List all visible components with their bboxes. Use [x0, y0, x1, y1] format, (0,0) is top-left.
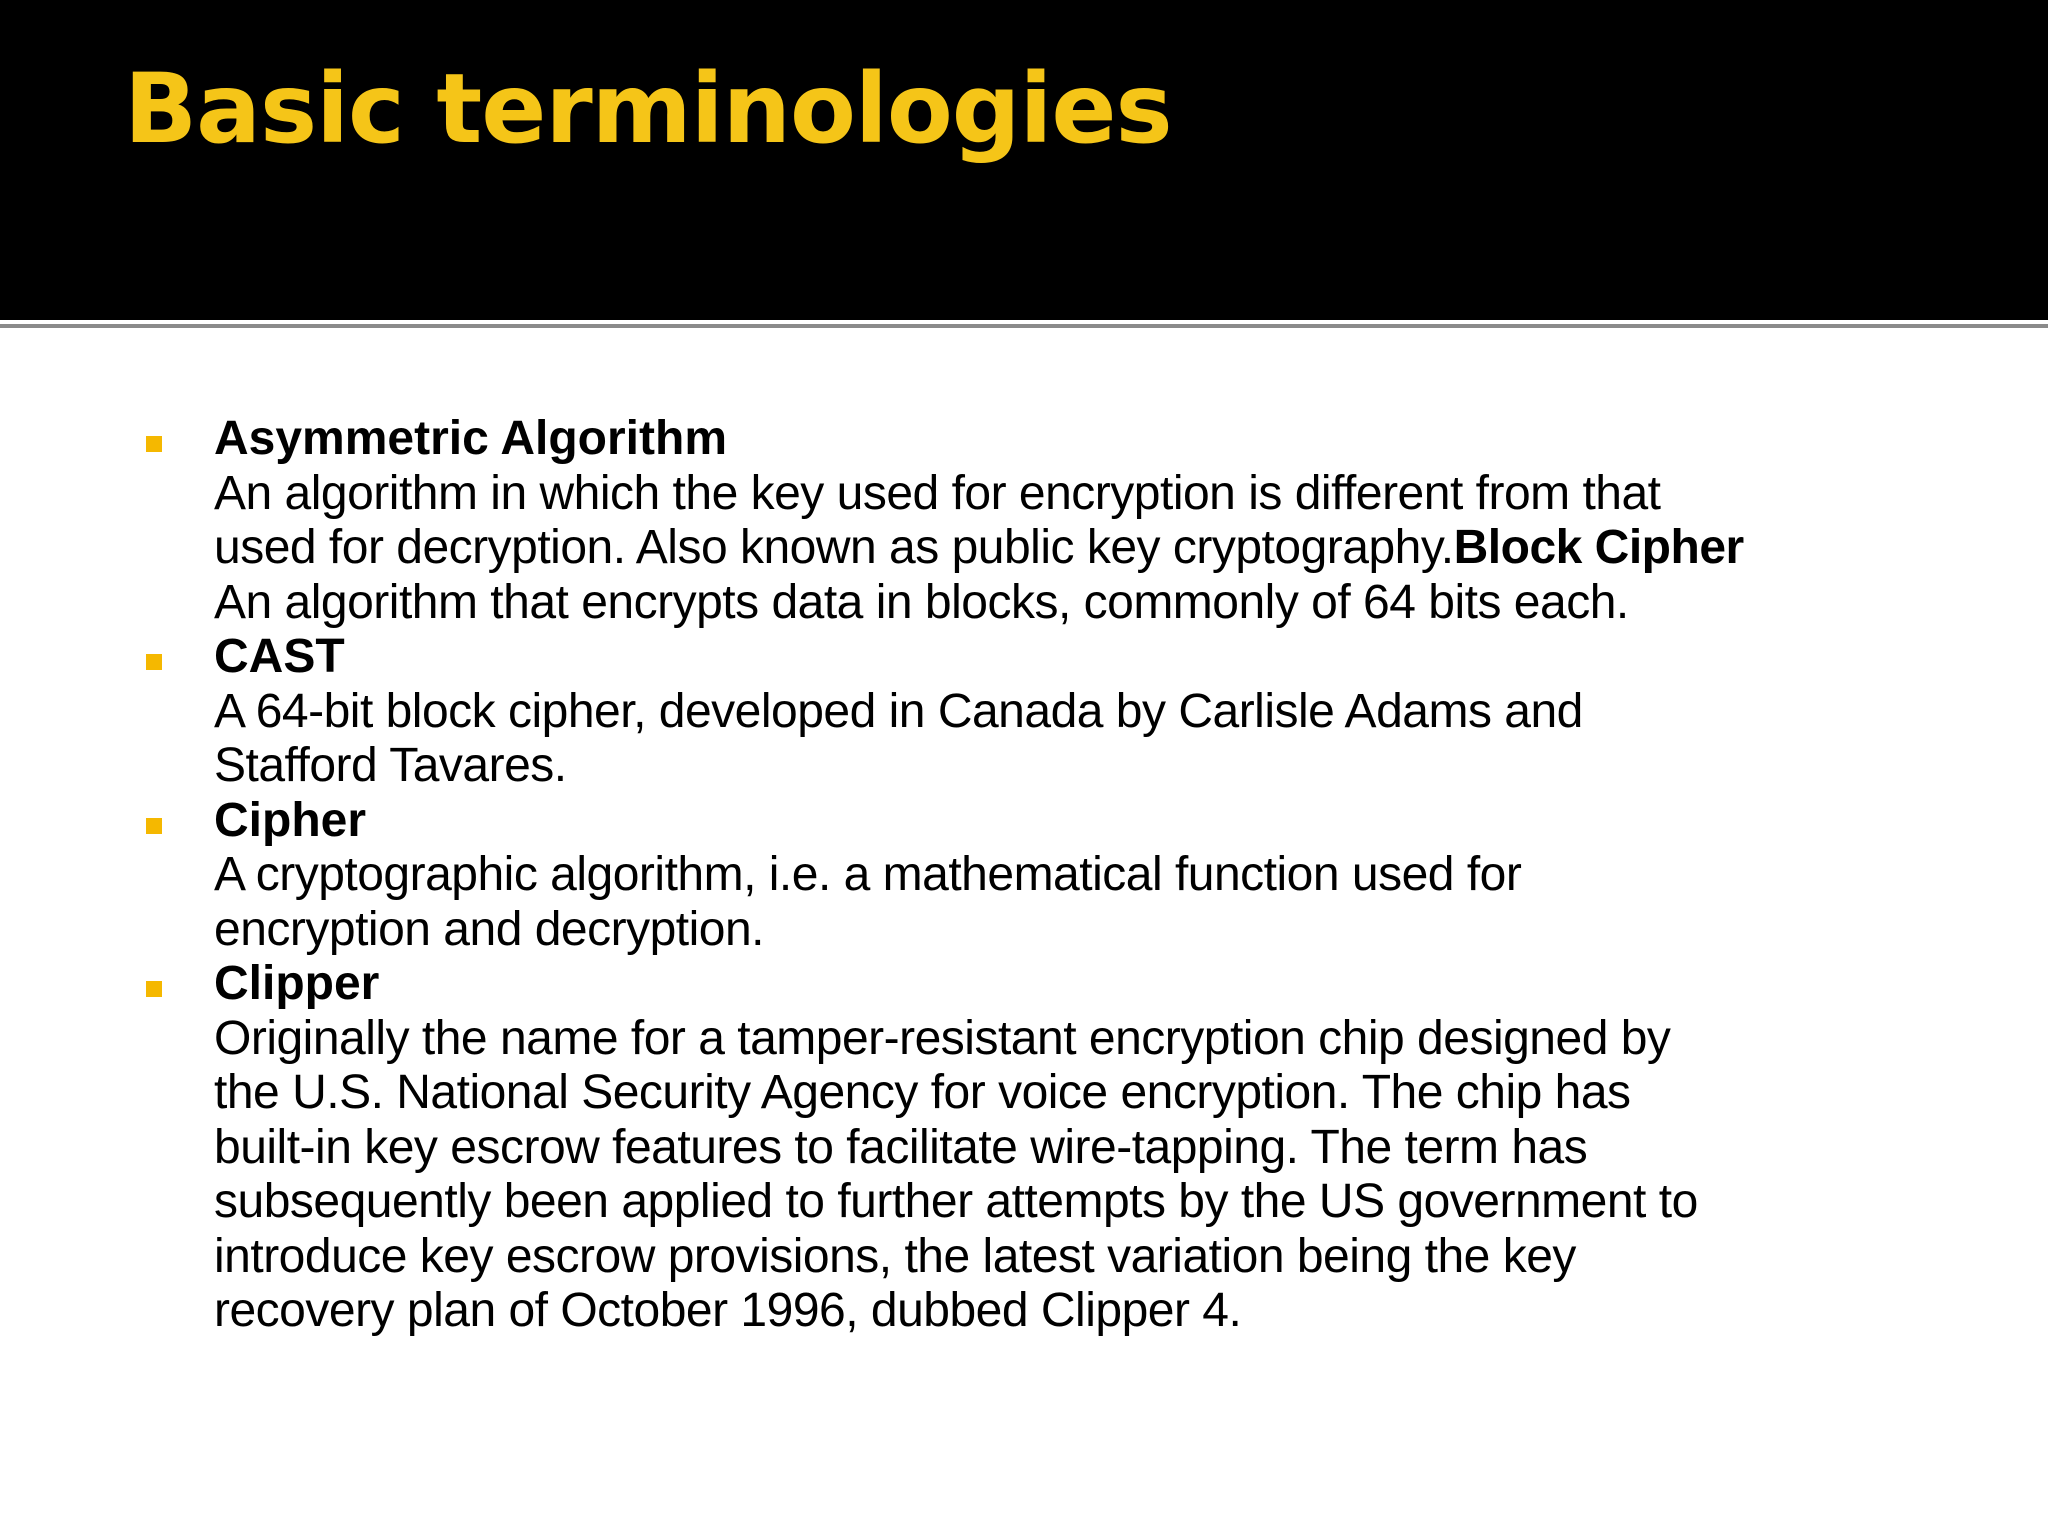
term-cast — [140, 630, 1930, 794]
definition-line: encryption and decryption. — [214, 902, 765, 956]
term-cipher — [140, 794, 1930, 958]
header-divider — [0, 324, 2048, 328]
definition-line: An algorithm in which the key used for encryption is different from that — [214, 466, 1661, 520]
definition-line: A cryptographic algorithm, i.e. a mathematical function used for — [214, 848, 1522, 901]
definition-line: An algorithm that encrypts data in blocks, commonly of 64 bits each. — [214, 575, 1629, 629]
square-bullet-icon — [146, 436, 162, 452]
square-bullet-icon — [146, 818, 162, 834]
square-bullet-icon — [146, 654, 162, 670]
term-definition — [214, 467, 1930, 631]
term-list — [140, 412, 1930, 1339]
definition-line: introduce key escrow provisions, the latest variation being the key — [214, 1229, 1576, 1283]
definition-line: the U.S. National Security Agency for voice encryption. The chip has — [214, 1066, 1631, 1119]
definition-line: built-in key escrow features to facilitate wire-tapping. The term has — [214, 1120, 1588, 1174]
term-definition — [214, 1012, 1930, 1339]
term-name: Asymmetric Algorithm — [214, 412, 727, 465]
definition-line: subsequently been applied to further attempts by the US government to — [214, 1175, 1698, 1228]
term-asymmetric-algorithm — [140, 412, 1930, 630]
term-clipper — [140, 957, 1930, 1339]
definition-line-with-inline-term — [214, 521, 1930, 576]
term-name: CAST — [214, 630, 345, 683]
definition-line: A 64-bit block cipher, developed in Canada by Carlisle Adams and — [214, 684, 1583, 738]
definition-line: recovery plan of October 1996, dubbed Clipper 4. — [214, 1284, 1242, 1337]
slide-title: Basic terminologies — [124, 53, 1172, 165]
term-definition — [214, 685, 1930, 794]
slide-body — [140, 412, 1930, 1339]
definition-line: Stafford Tavares. — [214, 739, 567, 792]
definition-line: Originally the name for a tamper-resistant encryption chip designed by — [214, 1011, 1671, 1065]
term-definition — [214, 848, 1930, 957]
inline-term-name: Block Cipher — [1453, 521, 1744, 574]
definition-line: used for decryption. Also known as public key cryptography. — [214, 521, 1454, 574]
term-name: Clipper — [214, 957, 380, 1010]
square-bullet-icon — [146, 981, 162, 997]
term-name: Cipher — [214, 793, 367, 847]
slide-header — [0, 0, 2048, 320]
